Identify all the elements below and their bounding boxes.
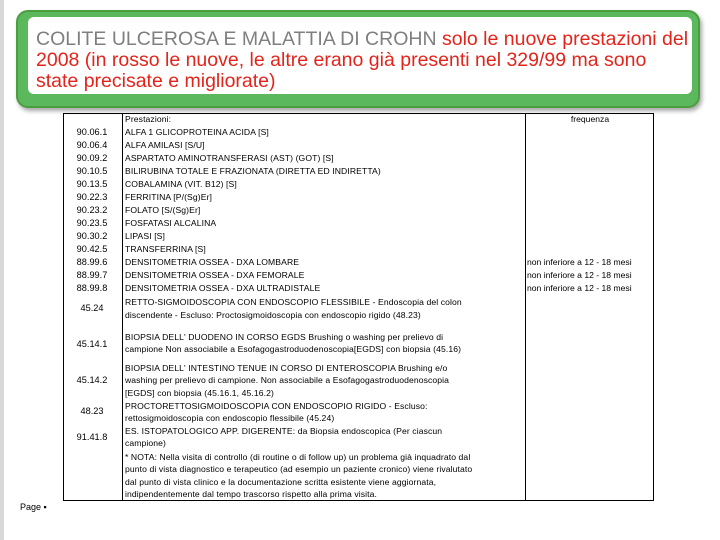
service-line: discendente - Escluso: Proctosigmoidoscopia con endoscopio rigido (48.23) (125, 310, 421, 320)
service-line: COBALAMINA (VIT. B12) [S] (125, 179, 237, 189)
service-line: DENSITOMETRIA OSSEA - DXA LOMBARE (125, 257, 300, 267)
note-line: punto di vista diagnostico e terapeutico (ad esempio un paziente cronico) viene rivalutato (125, 464, 473, 474)
service-line: BIOPSIA DELL' DUODENO IN CORSO EGDS Brushing o washing per prelievo di (125, 332, 444, 342)
service-line: ALFA 1 GLICOPROTEINA ACIDA [S] (125, 127, 269, 137)
service-line: FOSFATASI ALCALINA (125, 218, 217, 228)
frequency-cell: non inferiore a 12 - 18 mesi (527, 257, 632, 267)
code-cell: 90.13.5 (76, 179, 108, 189)
code-cell: 45.14.1 (76, 339, 108, 349)
column-divider-frequency (525, 113, 526, 501)
column-divider-codes (122, 113, 123, 501)
service-line: ALFA AMILASI [S/U] (125, 140, 205, 150)
service-line: FOLATO [S/(Sg)Er] (125, 205, 201, 215)
service-line: rettosigmoidoscopia con endoscopio flessibile (45.24) (125, 413, 335, 423)
frequency-cell: non inferiore a 12 - 18 mesi (527, 283, 632, 293)
table-header-frequency: frequenza (570, 114, 610, 124)
frequency-cell: non inferiore a 12 - 18 mesi (527, 270, 632, 280)
table-header-services: Prestazioni: (125, 114, 172, 124)
service-line: DENSITOMETRIA OSSEA - DXA FEMORALE (125, 270, 305, 280)
slide-left-border (0, 0, 4, 540)
service-line: RETTO-SIGMOIDOSCOPIA CON ENDOSCOPIO FLESSIBILE - Endoscopia del colon (125, 297, 462, 307)
note-line: * NOTA: Nella visita di controllo (di routine o di follow up) un problema già inquadrato dal (125, 452, 471, 462)
service-line: ASPARTATO AMINOTRANSFERASI (AST) (GOT) [S] (125, 153, 334, 163)
service-line: DENSITOMETRIA OSSEA - DXA ULTRADISTALE (125, 283, 321, 293)
code-cell: 45.14.2 (76, 375, 108, 385)
code-cell: 90.10.5 (76, 166, 108, 176)
code-cell: 90.22.3 (76, 192, 108, 202)
title-prefix: COLITE ULCEROSA E MALATTIA DI CROHN (36, 28, 442, 50)
code-cell: 90.23.2 (76, 205, 108, 215)
code-cell: 90.42.5 (76, 244, 108, 254)
service-line: [EGDS] con biopsia (45.16.1, 45.16.2) (125, 388, 274, 398)
code-cell: 91.41.8 (76, 432, 108, 442)
service-line: FERRITINA [P/(Sg)Er] (125, 192, 212, 202)
service-line: ES. ISTOPATOLOGICO APP. DIGERENTE: da Biopsia endoscopica (Per ciascun (125, 426, 443, 436)
service-line: BIOPSIA DELL' INTESTINO TENUE IN CORSO DI ENTEROSCOPIA Brushing e/o (125, 363, 448, 373)
title-frame (16, 10, 700, 108)
service-line: PROCTORETTOSIGMOIDOSCOPIA CON ENDOSCOPIO RIGIDO - Escluso: (125, 401, 428, 411)
service-line: LIPASI [S] (125, 231, 166, 241)
code-cell: 88.99.8 (76, 283, 108, 293)
note-line: indipendentemente dal tempo trascorso rispetto alla prima visita. (125, 489, 378, 499)
service-line: campione Non associabile a Esofagogastroduodenoscopia[EGDS] con biopsia (45.16) (125, 344, 462, 354)
code-cell: 48.23 (80, 406, 104, 416)
code-cell: 90.30.2 (76, 231, 108, 241)
title-panel (28, 17, 692, 94)
service-line: TRANSFERRINA [S] (125, 244, 206, 254)
code-cell: 88.99.7 (76, 270, 108, 280)
page-number-label: Page ▪ (20, 502, 47, 512)
slide-title (36, 29, 692, 92)
code-cell: 88.99.6 (76, 257, 108, 267)
code-cell: 45.24 (80, 303, 104, 313)
code-cell: 90.23.5 (76, 218, 108, 228)
code-cell: 90.06.1 (76, 127, 108, 137)
service-line: campione) (125, 438, 167, 448)
note-line: dal punto di vista clinico e la documentazione scritta esistente viene aggiornata, (125, 477, 437, 487)
title-highlight: solo le nuove prestazioni del 2008 (in rosso le nuove, le altre erano già presenti nel 329/99 ma sono state precisate e migliorate) (36, 28, 689, 92)
code-cell: 90.06.4 (76, 140, 108, 150)
service-line: BILIRUBINA TOTALE E FRAZIONATA (DIRETTA ED INDIRETTA) (125, 166, 381, 176)
code-cell: 90.09.2 (76, 153, 108, 163)
service-line: washing per prelievo di campione. Non associabile a Esofagogastroduodenoscopia (125, 375, 450, 385)
